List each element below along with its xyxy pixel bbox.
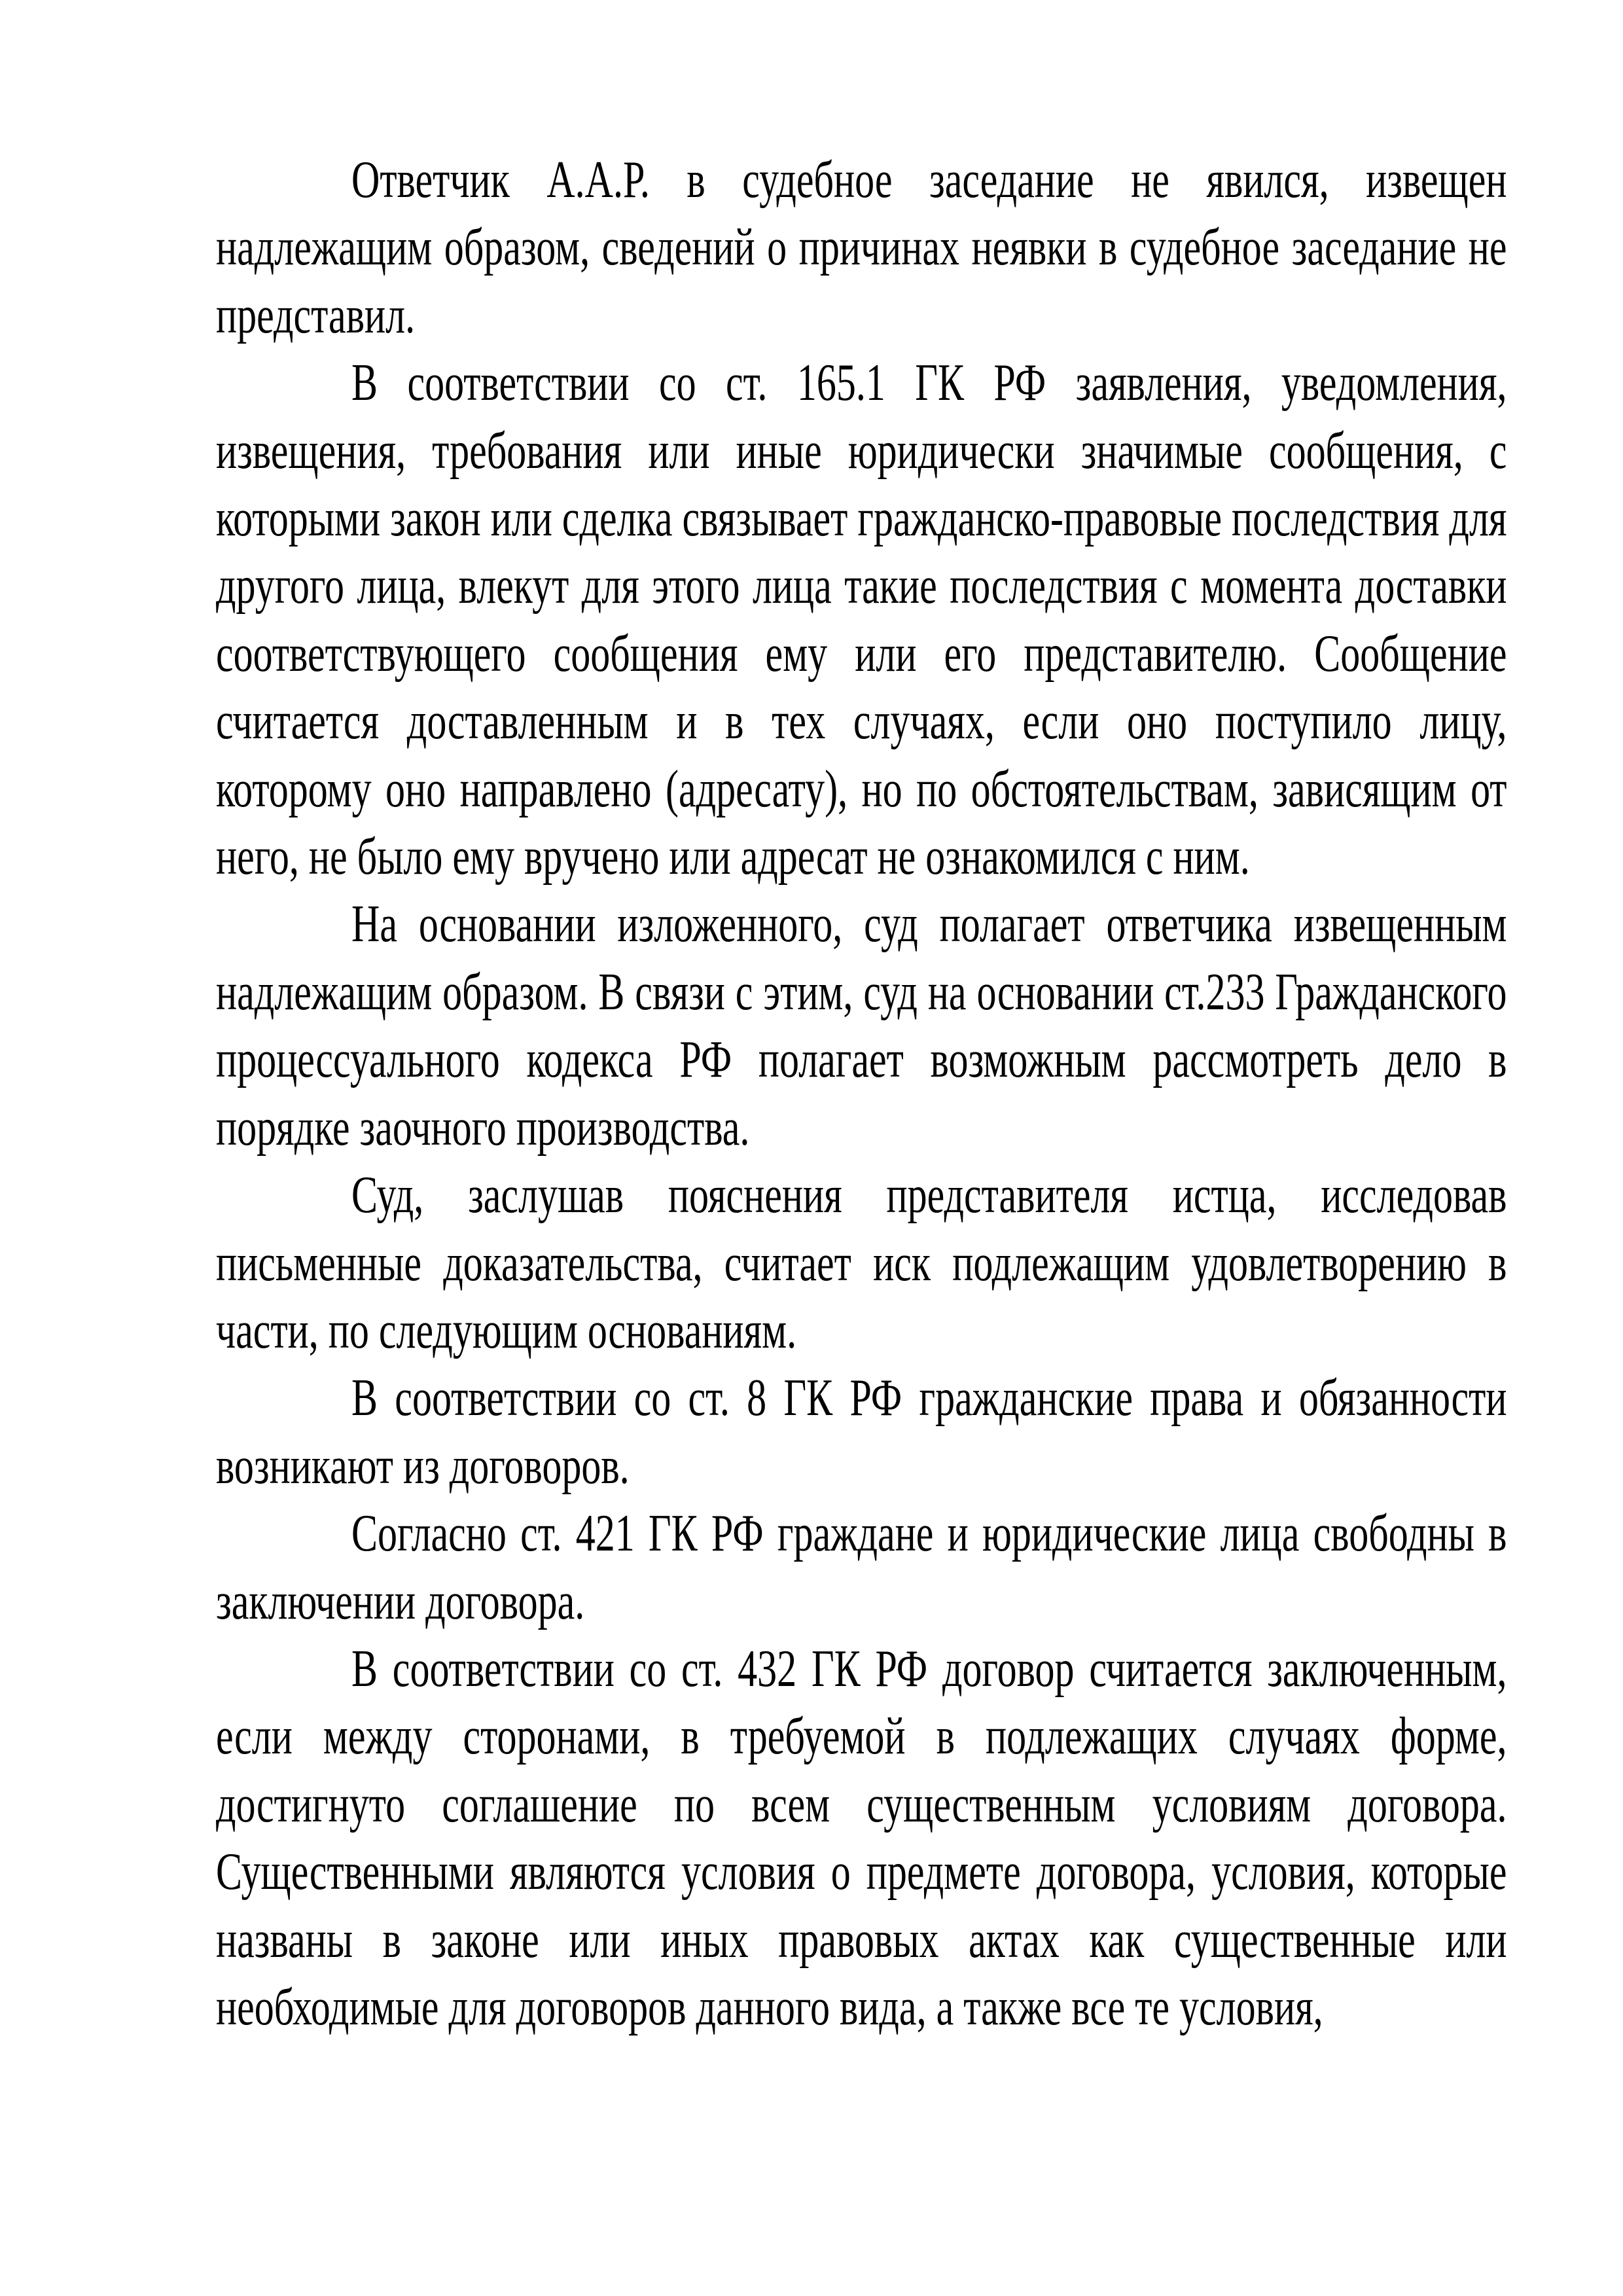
paragraph-defendant-absence: Ответчик А.А.Р. в судебное заседание не явился, извещен надлежащим образом, сведений о причинах неявки в судебное заседание не представил. (216, 151, 1507, 344)
paragraph-art-421: Согласно ст. 421 ГК РФ граждане и юридические лица свободны в заключении договора. (216, 1505, 1507, 1630)
paragraph-art-8: В соответствии со ст. 8 ГК РФ гражданские права и обязанности возникают из договоров. (216, 1369, 1507, 1495)
paragraph-art-432: В соответствии со ст. 432 ГК РФ договор считается заключенным, если между сторонами, в требуемой в подлежащих случаях форме, достигнуто соглашение по всем существенным условиям договора. Существенными являются условия о предмете договора, условия, которые названы в законе или иных правовых актах как существенные или необходимые для договоров данного вида, а также все те условия, (216, 1640, 1507, 2036)
paragraph-art-233: На основании изложенного, суд полагает ответчика извещенным надлежащим образом. В связи с этим, суд на основании ст.233 Гражданского процессуального кодекса РФ полагает возможным рассмотреть дело в порядке заочного производства. (216, 895, 1507, 1157)
paragraph-art-165-1: В соответствии со ст. 165.1 ГК РФ заявления, уведомления, извещения, требования или иные юридически значимые сообщения, с которыми закон или сделка связывает гражданско-правовые последствия для другого лица, влекут для этого лица такие последствия с момента доставки соответствующего сообщения ему или его представителю. Сообщение считается доставленным и в тех случаях, если оно поступило лицу, которому оно направлено (адресату), но по обстоятельствам, зависящим от него, не было ему вручено или адресат не ознакомился с ним. (216, 354, 1507, 886)
paragraph-court-conclusion: Суд, заслушав пояснения представителя истца, исследовав письменные доказательства, считает иск подлежащим удовлетворению в части, по следующим основаниям. (216, 1166, 1507, 1359)
document-text (216, 147, 1507, 2041)
